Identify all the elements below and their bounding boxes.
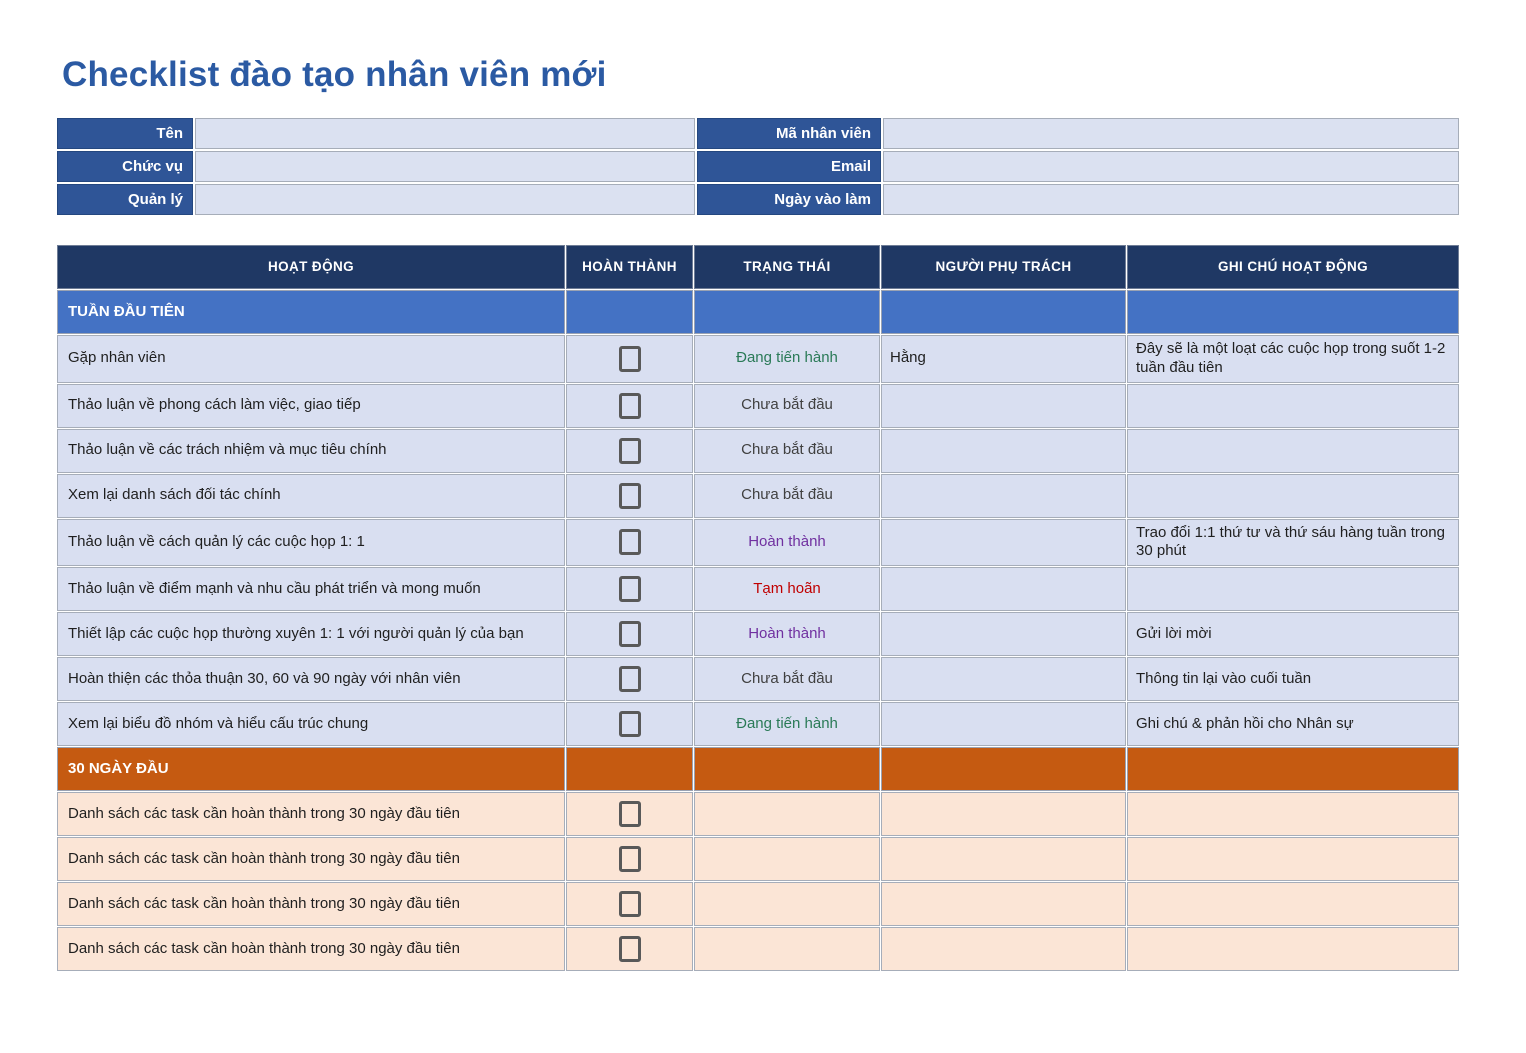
status-cell[interactable]: Hoàn thành: [694, 519, 880, 567]
section-header-filler: [694, 747, 880, 791]
info-value-cell[interactable]: [883, 184, 1459, 215]
status-cell[interactable]: [694, 792, 880, 836]
complete-cell: [566, 384, 693, 428]
complete-checkbox[interactable]: [619, 936, 641, 962]
person-cell[interactable]: [881, 567, 1126, 611]
section-header-filler: [881, 290, 1126, 334]
info-value-cell[interactable]: [195, 184, 695, 215]
activity-cell: Thảo luận về các trách nhiệm và mục tiêu chính: [57, 429, 565, 473]
column-header: GHI CHÚ HOẠT ĐỘNG: [1127, 245, 1459, 289]
info-label: Ngày vào làm: [697, 184, 881, 215]
person-cell[interactable]: [881, 429, 1126, 473]
person-cell[interactable]: Hằng: [881, 335, 1126, 383]
section-header-filler: [694, 290, 880, 334]
status-cell[interactable]: [694, 927, 880, 971]
person-cell[interactable]: [881, 474, 1126, 518]
activity-cell: Danh sách các task cần hoàn thành trong 30 ngày đầu tiên: [57, 882, 565, 926]
onboarding-checklist-table: [57, 245, 1455, 971]
info-label: Chức vụ: [57, 151, 193, 182]
complete-checkbox[interactable]: [619, 346, 641, 372]
note-cell[interactable]: [1127, 792, 1459, 836]
status-cell[interactable]: Chưa bắt đầu: [694, 474, 880, 518]
activity-cell: Thảo luận về phong cách làm việc, giao tiếp: [57, 384, 565, 428]
note-cell[interactable]: [1127, 927, 1459, 971]
complete-cell: [566, 567, 693, 611]
note-cell[interactable]: Gửi lời mời: [1127, 612, 1459, 656]
complete-cell: [566, 335, 693, 383]
complete-checkbox[interactable]: [619, 621, 641, 647]
status-cell[interactable]: Tạm hoãn: [694, 567, 880, 611]
info-label: Tên: [57, 118, 193, 149]
status-cell[interactable]: Chưa bắt đầu: [694, 429, 880, 473]
note-cell[interactable]: Đây sẽ là một loạt các cuộc họp trong suốt 1-2 tuần đầu tiên: [1127, 335, 1459, 383]
activity-cell: Hoàn thiện các thỏa thuận 30, 60 và 90 ngày với nhân viên: [57, 657, 565, 701]
activity-cell: Gặp nhân viên: [57, 335, 565, 383]
complete-checkbox[interactable]: [619, 666, 641, 692]
info-value-cell[interactable]: [195, 118, 695, 149]
complete-checkbox[interactable]: [619, 438, 641, 464]
complete-cell: [566, 792, 693, 836]
complete-cell: [566, 429, 693, 473]
activity-cell: Thảo luận về điểm mạnh và nhu cầu phát triển và mong muốn: [57, 567, 565, 611]
person-cell[interactable]: [881, 792, 1126, 836]
note-cell[interactable]: [1127, 474, 1459, 518]
complete-cell: [566, 612, 693, 656]
employee-info-table: [57, 118, 1455, 215]
complete-checkbox[interactable]: [619, 483, 641, 509]
complete-checkbox[interactable]: [619, 846, 641, 872]
activity-cell: Xem lại biểu đồ nhóm và hiểu cấu trúc chung: [57, 702, 565, 746]
activity-cell: Xem lại danh sách đối tác chính: [57, 474, 565, 518]
person-cell[interactable]: [881, 612, 1126, 656]
complete-cell: [566, 837, 693, 881]
complete-checkbox[interactable]: [619, 393, 641, 419]
info-value-cell[interactable]: [883, 151, 1459, 182]
status-cell[interactable]: Chưa bắt đầu: [694, 384, 880, 428]
info-label: Email: [697, 151, 881, 182]
activity-cell: Danh sách các task cần hoàn thành trong 30 ngày đầu tiên: [57, 792, 565, 836]
person-cell[interactable]: [881, 519, 1126, 567]
person-cell[interactable]: [881, 837, 1126, 881]
info-label: Mã nhân viên: [697, 118, 881, 149]
note-cell[interactable]: Ghi chú & phản hồi cho Nhân sự: [1127, 702, 1459, 746]
person-cell[interactable]: [881, 882, 1126, 926]
activity-cell: Danh sách các task cần hoàn thành trong 30 ngày đầu tiên: [57, 837, 565, 881]
note-cell[interactable]: [1127, 384, 1459, 428]
complete-checkbox[interactable]: [619, 801, 641, 827]
note-cell[interactable]: Thông tin lại vào cuối tuần: [1127, 657, 1459, 701]
complete-checkbox[interactable]: [619, 891, 641, 917]
section-header-filler: [881, 747, 1126, 791]
column-header: HOẠT ĐỘNG: [57, 245, 565, 289]
column-header: NGƯỜI PHỤ TRÁCH: [881, 245, 1126, 289]
note-cell[interactable]: Trao đổi 1:1 thứ tư và thứ sáu hàng tuần trong 30 phút: [1127, 519, 1459, 567]
status-cell[interactable]: [694, 882, 880, 926]
status-cell[interactable]: Đang tiến hành: [694, 702, 880, 746]
section-header-filler: [1127, 747, 1459, 791]
note-cell[interactable]: [1127, 837, 1459, 881]
section-header: 30 NGÀY ĐẦU: [57, 747, 565, 791]
status-cell[interactable]: [694, 837, 880, 881]
activity-cell: Thảo luận về cách quản lý các cuộc họp 1: 1: [57, 519, 565, 567]
complete-cell: [566, 882, 693, 926]
column-header: TRẠNG THÁI: [694, 245, 880, 289]
complete-cell: [566, 702, 693, 746]
status-cell[interactable]: Đang tiến hành: [694, 335, 880, 383]
activity-cell: Danh sách các task cần hoàn thành trong 30 ngày đầu tiên: [57, 927, 565, 971]
person-cell[interactable]: [881, 384, 1126, 428]
person-cell[interactable]: [881, 657, 1126, 701]
note-cell[interactable]: [1127, 429, 1459, 473]
activity-cell: Thiết lập các cuộc họp thường xuyên 1: 1 với người quản lý của bạn: [57, 612, 565, 656]
complete-cell: [566, 519, 693, 567]
status-cell[interactable]: Hoàn thành: [694, 612, 880, 656]
complete-checkbox[interactable]: [619, 529, 641, 555]
section-header-filler: [566, 290, 693, 334]
info-value-cell[interactable]: [883, 118, 1459, 149]
person-cell[interactable]: [881, 927, 1126, 971]
section-header-filler: [566, 747, 693, 791]
complete-checkbox[interactable]: [619, 576, 641, 602]
complete-cell: [566, 474, 693, 518]
complete-checkbox[interactable]: [619, 711, 641, 737]
complete-cell: [566, 657, 693, 701]
info-label: Quản lý: [57, 184, 193, 215]
note-cell[interactable]: [1127, 882, 1459, 926]
section-header: TUẦN ĐẦU TIÊN: [57, 290, 565, 334]
person-cell[interactable]: [881, 702, 1126, 746]
column-header: HOÀN THÀNH: [566, 245, 693, 289]
info-value-cell[interactable]: [195, 151, 695, 182]
status-cell[interactable]: Chưa bắt đầu: [694, 657, 880, 701]
section-header-filler: [1127, 290, 1459, 334]
note-cell[interactable]: [1127, 567, 1459, 611]
page-title: Checklist đào tạo nhân viên mới: [62, 55, 607, 94]
complete-cell: [566, 927, 693, 971]
